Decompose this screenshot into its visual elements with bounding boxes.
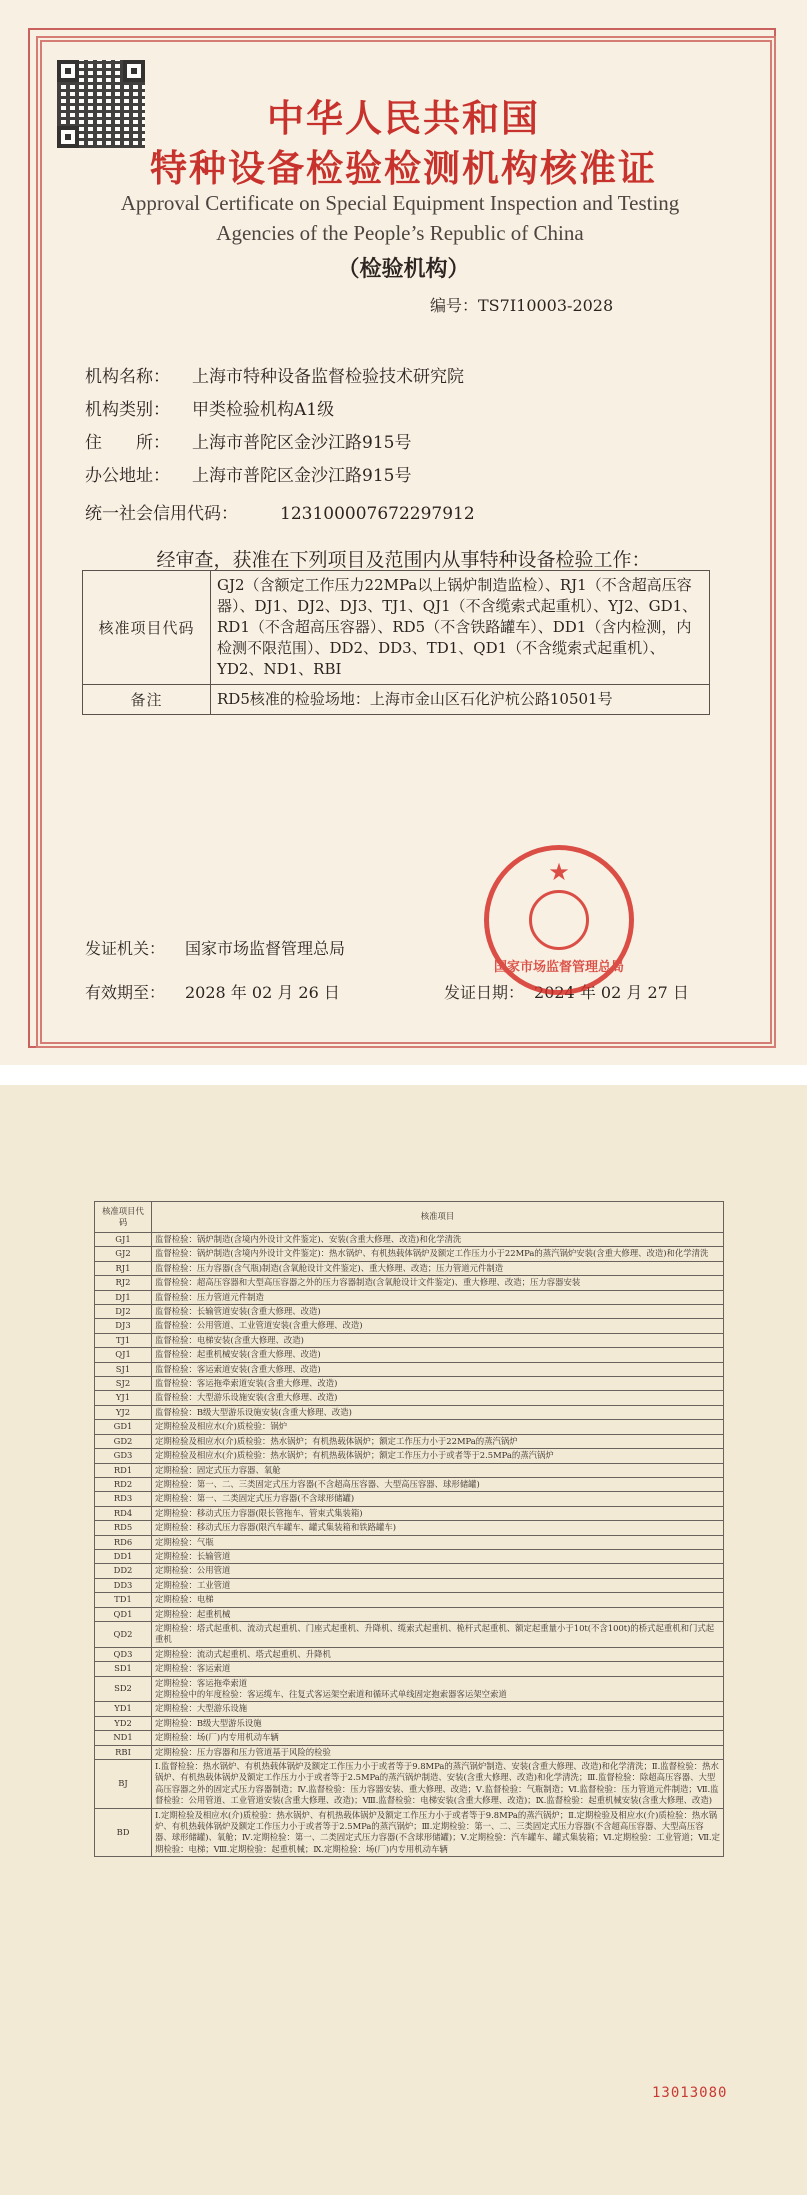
annex-item-cell: 定期检验：流动式起重机、塔式起重机、升降机: [152, 1647, 724, 1661]
issue-label: 发证日期：: [444, 983, 525, 1002]
table-row: [95, 1521, 724, 1535]
annex-item-cell: 定期检验及相应水(介)质检验：锅炉: [152, 1420, 724, 1434]
title-en: Approval Certificate on Special Equipment Inspection and Testing Agencies of the People’s Republic of China: [120, 191, 680, 245]
issuing-authority: [85, 936, 345, 959]
table-row: [95, 1348, 724, 1362]
field-value: 上海市特种设备监督检验技术研究院: [192, 367, 464, 387]
annex-header-row: [95, 1202, 724, 1233]
table-row: [95, 1333, 724, 1347]
table-row: [95, 1319, 724, 1333]
table-row: [95, 1647, 724, 1661]
annex-code-cell: DD3: [95, 1578, 152, 1592]
annex-code-cell: RD6: [95, 1535, 152, 1549]
field-org-category: [85, 395, 334, 420]
table-row: [95, 1434, 724, 1448]
table-row: [95, 1593, 724, 1607]
approved-codes-value: GJ2（含额定工作压力22MPa以上锅炉制造监检）、RJ1（不含超高压容器）、DJ1、DJ2、DJ3、TJ1、QJ1（不含缆索式起重机）、YJ2、GD1、RD1（不含超高压容器）、RD5（不含铁路罐车）、DD1（含内检测，内检测不限范围）、DD2、DD3、TD1、QD1（不含缆索式起重机）、YD2、ND1、RBI: [211, 571, 710, 685]
field-domicile: [85, 428, 411, 453]
annex-code-cell: SD2: [95, 1676, 152, 1702]
table-row: [95, 1305, 724, 1319]
annex-item-cell: Ⅰ.定期检验及相应水(介)质检验：热水锅炉、有机热载体锅炉及额定工作压力小于或者等于9.8MPa的蒸汽锅炉；Ⅱ.定期检验及相应水(介)质检验：热水锅炉、有机热载体锅炉及额定工作压力小于或者等于2.5MPa的蒸汽锅炉；Ⅲ.定期检验：第一、二、三类固定式压力容器(不含超高压容器、大型高压容器、球形储罐)、氧舱；Ⅳ.定期检验：第一、二类固定式压力容器(不含球形储罐)；Ⅴ.定期检验：汽车罐车、罐式集装箱；Ⅵ.定期检验：工业管道；Ⅶ.定期检验：电梯；Ⅷ.定期检验：起重机械；Ⅸ.定期检验：场(厂)内专用机动车辆: [152, 1808, 724, 1857]
table-row: [95, 1477, 724, 1491]
annex-header-code: 核准项目代码: [95, 1202, 152, 1233]
field-office-address: [85, 461, 411, 486]
annex-item-cell: 监督检验：锅炉制造(含境内外设计文件鉴定)、安装(含重大修理、改造)和化学清洗: [152, 1233, 724, 1247]
annex-code-cell: RD5: [95, 1521, 152, 1535]
certificate-number: 编号：TS7I10003-2028: [430, 296, 614, 315]
annex-item-cell: 定期检验：客运拖牵索道 定期检验中的年度检验：客运缆车、往复式客运架空索道和循环式单线固定抱索器客运架空索道: [152, 1676, 724, 1702]
annex-code-cell: RD2: [95, 1477, 152, 1491]
field-label: 办公地址：: [85, 466, 170, 486]
annex-code-cell: GD2: [95, 1434, 152, 1448]
table-row: [95, 1233, 724, 1247]
annex-item-cell: 定期检验：大型游乐设施: [152, 1702, 724, 1716]
field-value: 上海市普陀区金沙江路915号: [192, 433, 412, 453]
annex-code-cell: DJ2: [95, 1305, 152, 1319]
annex-item-cell: 定期检验：场(厂)内专用机动车辆: [152, 1731, 724, 1745]
table-row: [95, 1506, 724, 1520]
annex-item-cell: 监督检验：长输管道安装(含重大修理、改造): [152, 1305, 724, 1319]
seal-star-icon: ★: [548, 858, 570, 886]
table-row: [95, 1564, 724, 1578]
field-label: 住 所：: [85, 433, 170, 453]
annex-code-cell: QD2: [95, 1621, 152, 1647]
annex-item-cell: 监督检验：压力管道元件制造: [152, 1290, 724, 1304]
issuer-value: 国家市场监督管理总局: [185, 939, 346, 958]
annex-item-cell: 定期检验及相应水(介)质检验：热水锅炉；有机热载体锅炉；额定工作压力小于22MPa的蒸汽锅炉: [152, 1434, 724, 1448]
annex-item-cell: 定期检验：第一、二、三类固定式压力容器(不含超高压容器、大型高压容器、球形储罐): [152, 1477, 724, 1491]
field-value: 12310000767229791​2: [280, 504, 475, 524]
annex-page: [0, 1085, 807, 2195]
annex-item-cell: 定期检验：工业管道: [152, 1578, 724, 1592]
annex-code-cell: RD1: [95, 1463, 152, 1477]
table-row: [95, 1261, 724, 1275]
annex-code-cell: GD1: [95, 1420, 152, 1434]
annex-code-cell: DJ3: [95, 1319, 152, 1333]
national-emblem-icon: [529, 890, 589, 950]
annex-item-cell: 定期检验：第一、二类固定式压力容器(不含球形储罐): [152, 1492, 724, 1506]
annex-item-cell: 定期检验：气瓶: [152, 1535, 724, 1549]
table-row: [95, 1362, 724, 1376]
annex-item-cell: 监督检验：压力容器(含气瓶)制造(含氧舱设计文件鉴定)、重大修理、改造；压力管道元件制造: [152, 1261, 724, 1275]
annex-code-cell: YD1: [95, 1702, 152, 1716]
annex-code-cell: DD1: [95, 1549, 152, 1563]
table-row: [95, 1290, 724, 1304]
approval-table: [82, 570, 710, 715]
annex-item-cell: Ⅰ.监督检验：热水锅炉、有机热载体锅炉及额定工作压力小于或者等于9.8MPa的蒸汽锅炉制造、安装(含重大修理、改造)和化学清洗；Ⅱ.监督检验：热水锅炉、有机热载体锅炉及额定工作压力小于或者等于2.5MPa的蒸汽锅炉制造、安装(含重大修理、改造)和化学清洗；Ⅲ.监督检验：除超高压容器、大型高压容器之外的固定式压力容器制造；Ⅳ.监督检验：压力容器安装、重大修理、改造；Ⅴ.监督检验：气瓶制造；Ⅵ.监督检验：压力管道元件制造；Ⅶ.监督检验：公用管道、工业管道安装(含重大修理、改造)；Ⅷ.监督检验：电梯安装(含重大修理、改造)；Ⅸ.监督检验：起重机械安装(含重大修理、改造): [152, 1760, 724, 1809]
annex-code-cell: ND1: [95, 1731, 152, 1745]
field-org-name: [85, 362, 464, 387]
annex-code-cell: DD2: [95, 1564, 152, 1578]
agency-type-subtitle: （检验机构）: [337, 256, 470, 282]
annex-code-cell: GJ2: [95, 1247, 152, 1261]
table-row: [95, 1377, 724, 1391]
remarks-value: RD5核准的检验场地：上海市金山区石化沪杭公路10501号: [211, 685, 710, 715]
table-row: [95, 1808, 724, 1857]
annex-code-cell: RJ1: [95, 1261, 152, 1275]
annex-code-cell: QD1: [95, 1607, 152, 1621]
table-row: [95, 1276, 724, 1290]
issue-value: 2024 年 02 月 27 日: [534, 983, 689, 1002]
annex-code-cell: TJ1: [95, 1333, 152, 1347]
annex-code-cell: YJ2: [95, 1405, 152, 1419]
certificate-page: [0, 0, 807, 1065]
annex-code-cell: BJ: [95, 1760, 152, 1809]
table-row: [95, 1463, 724, 1477]
annex-item-cell: 定期检验：移动式压力容器(限长管拖车、管束式集装箱): [152, 1506, 724, 1520]
field-label: 机构名称：: [85, 367, 170, 387]
field-label: 机构类别：: [85, 400, 170, 420]
table-row: [95, 1535, 724, 1549]
field-credit-code: [85, 499, 475, 524]
table-row: [95, 1731, 724, 1745]
table-row: [95, 1621, 724, 1647]
annex-code-cell: RBI: [95, 1745, 152, 1759]
table-row: [95, 1662, 724, 1676]
field-value: 甲类检验机构A1级: [192, 400, 335, 420]
table-row: [83, 685, 710, 715]
table-row: [95, 1449, 724, 1463]
table-row: [95, 1607, 724, 1621]
annex-item-cell: 定期检验：B级大型游乐设施: [152, 1716, 724, 1730]
annex-item-cell: 定期检验：客运索道: [152, 1662, 724, 1676]
annex-code-cell: SJ2: [95, 1377, 152, 1391]
table-row: [95, 1745, 724, 1759]
approval-intro: 经审查，获准在下列项目及范围内从事特种设备检验工作：: [156, 549, 651, 571]
annex-code-cell: YJ1: [95, 1391, 152, 1405]
annex-item-cell: 定期检验：长输管道: [152, 1549, 724, 1563]
table-row: [95, 1702, 724, 1716]
annex-table: [94, 1201, 724, 1857]
annex-item-cell: 监督检验：超高压容器和大型高压容器之外的压力容器制造(含氧舱设计文件鉴定)、重大修理、改造；压力容器安装: [152, 1276, 724, 1290]
annex-code-cell: GJ1: [95, 1233, 152, 1247]
field-label: 统一社会信用代码：: [85, 504, 238, 524]
issuer-label: 发证机关：: [85, 939, 166, 958]
annex-item-cell: 监督检验：起重机械安装(含重大修理、改造): [152, 1348, 724, 1362]
annex-item-cell: 定期检验：固定式压力容器、氧舱: [152, 1463, 724, 1477]
approved-codes-label: 核准项目代码: [83, 571, 211, 685]
page-separator: [0, 1065, 807, 1085]
table-row: [95, 1578, 724, 1592]
annex-item-cell: 定期检验：起重机械: [152, 1607, 724, 1621]
annex-item-cell: 定期检验：移动式压力容器(限汽车罐车、罐式集装箱和铁路罐车): [152, 1521, 724, 1535]
title-cn-line1: 中华人民共和国: [267, 97, 540, 140]
annex-code-cell: TD1: [95, 1593, 152, 1607]
table-row: [95, 1405, 724, 1419]
table-row: [83, 571, 710, 685]
seal-text: 国家市场监督管理总局: [493, 960, 624, 975]
annex-item-cell: 定期检验：电梯: [152, 1593, 724, 1607]
table-row: [95, 1492, 724, 1506]
field-value: 上海市普陀区金沙江路915号: [192, 466, 412, 486]
title-cn-line2: 特种设备检验检测机构核准证: [150, 147, 657, 190]
expiry-date: [85, 980, 340, 1003]
annex-item-cell: 监督检验：客运索道安装(含重大修理、改造): [152, 1362, 724, 1376]
annex-item-cell: 监督检验：锅炉制造(含境内外设计文件鉴定)：热水锅炉、有机热载体锅炉及额定工作压力小于22MPa的蒸汽锅炉安装(含重大修理、改造)和化学清洗: [152, 1247, 724, 1261]
annex-code-cell: RD4: [95, 1506, 152, 1520]
annex-item-cell: 定期检验：压力容器和压力管道基于风险的检验: [152, 1745, 724, 1759]
annex-item-cell: 监督检验：公用管道、工业管道安装(含重大修理、改造): [152, 1319, 724, 1333]
expiry-label: 有效期至：: [85, 983, 166, 1002]
annex-item-cell: 定期检验：公用管道: [152, 1564, 724, 1578]
annex-item-cell: 监督检验：大型游乐设施安装(含重大修理、改造): [152, 1391, 724, 1405]
annex-code-cell: GD3: [95, 1449, 152, 1463]
table-row: [95, 1716, 724, 1730]
annex-code-cell: QJ1: [95, 1348, 152, 1362]
annex-code-cell: YD2: [95, 1716, 152, 1730]
annex-code-cell: BD: [95, 1808, 152, 1857]
table-row: [95, 1549, 724, 1563]
table-row: [95, 1760, 724, 1809]
annex-item-cell: 监督检验：B级大型游乐设施安装(含重大修理、改造): [152, 1405, 724, 1419]
expiry-value: 2028 年 02 月 26 日: [185, 983, 340, 1002]
annex-code-cell: RJ2: [95, 1276, 152, 1290]
annex-item-cell: 监督检验：电梯安装(含重大修理、改造): [152, 1333, 724, 1347]
table-row: [95, 1420, 724, 1434]
annex-header-item: 核准项目: [152, 1202, 724, 1233]
official-seal-icon: [484, 845, 634, 995]
annex-code-cell: DJ1: [95, 1290, 152, 1304]
serial-number: 13013080: [652, 2085, 728, 2101]
annex-code-cell: SJ1: [95, 1362, 152, 1376]
annex-code-cell: QD3: [95, 1647, 152, 1661]
annex-item-cell: 定期检验及相应水(介)质检验：热水锅炉；有机热载体锅炉；额定工作压力小于或者等于2.5MPa的蒸汽锅炉: [152, 1449, 724, 1463]
remarks-label: 备注: [83, 685, 211, 715]
annex-code-cell: RD3: [95, 1492, 152, 1506]
table-row: [95, 1676, 724, 1702]
table-row: [95, 1391, 724, 1405]
table-row: [95, 1247, 724, 1261]
annex-code-cell: SD1: [95, 1662, 152, 1676]
annex-item-cell: 定期检验：塔式起重机、流动式起重机、门座式起重机、升降机、缆索式起重机、桅杆式起重机、额定起重量小于10t(不含100t)的桥式起重机和门式起重机: [152, 1621, 724, 1647]
annex-item-cell: 监督检验：客运拖牵索道安装(含重大修理、改造): [152, 1377, 724, 1391]
